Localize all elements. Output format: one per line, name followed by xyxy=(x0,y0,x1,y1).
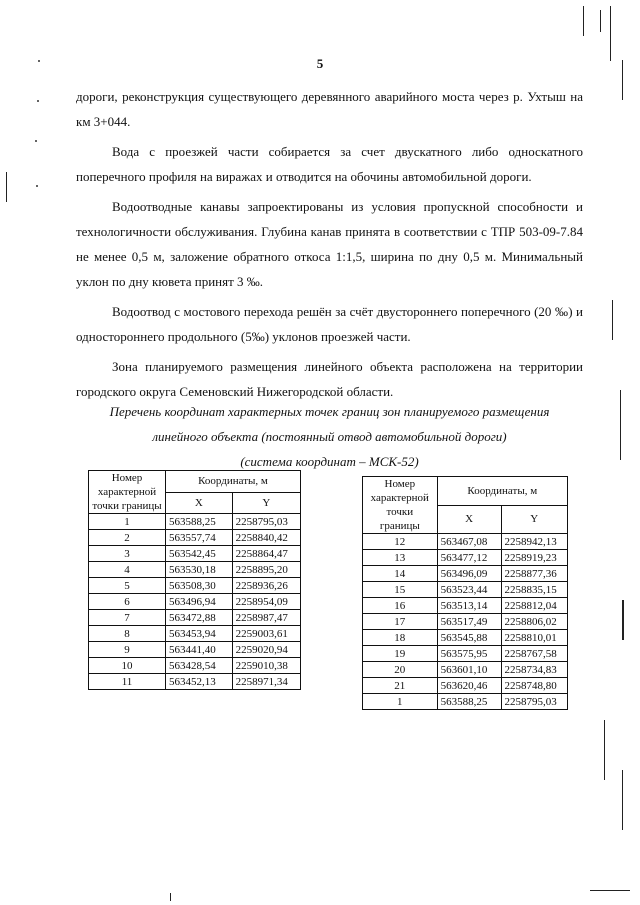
scan-artifact xyxy=(37,100,39,102)
header-y: Y xyxy=(232,492,300,514)
paragraph-3: Водоотводные канавы запроектированы из условия пропускной способности и технологичности обслуживания. Глубина канав принята в соответствии с ТПР 503-09-7.84 не менее 0,5 м, заложение обратного откоса 1:1,5, ширина по дну 0,5 м. Минимальный уклон по дну кювета принят 3 ‰. xyxy=(76,199,583,289)
cell-y: 2258840,42 xyxy=(232,530,300,546)
cell-y: 2258748,80 xyxy=(501,678,568,694)
table-row xyxy=(89,578,301,594)
page-number: 5 xyxy=(316,56,324,71)
cell-x: 563530,18 xyxy=(166,562,233,578)
cell-point: 21 xyxy=(363,678,438,694)
coordinates-table-right xyxy=(362,476,568,710)
caption-line-2: линейного объекта (постоянный отвод автомобильной дороги) xyxy=(152,429,507,444)
cell-y: 2258734,83 xyxy=(501,662,568,678)
paragraph-5: Зона планируемого размещения линейного объекта расположена на территории городского округа Семеновский Нижегородской области. xyxy=(76,359,583,399)
paragraph-4: Водоотвод с мостового перехода решён за счёт двустороннего поперечного (20 ‰) и одностороннего продольного (5‰) уклонов проезжей части. xyxy=(76,304,583,344)
table-row xyxy=(89,530,301,546)
scan-artifact xyxy=(590,890,630,891)
cell-point: 19 xyxy=(363,646,438,662)
table-row xyxy=(89,642,301,658)
table-left-body xyxy=(89,514,301,690)
scan-artifact xyxy=(600,10,601,32)
header-coords: Координаты, м xyxy=(437,477,567,506)
cell-x: 563496,94 xyxy=(166,594,233,610)
table-row xyxy=(89,562,301,578)
cell-y: 2259010,38 xyxy=(232,658,300,674)
table-row xyxy=(363,646,568,662)
table-caption xyxy=(76,399,583,474)
cell-x: 563588,25 xyxy=(166,514,233,530)
cell-point: 20 xyxy=(363,662,438,678)
cell-x: 563545,88 xyxy=(437,630,501,646)
cell-point: 12 xyxy=(363,534,438,550)
cell-x: 563496,09 xyxy=(437,566,501,582)
cell-y: 2258942,13 xyxy=(501,534,568,550)
cell-x: 563588,25 xyxy=(437,694,501,710)
scan-artifact xyxy=(620,390,621,460)
cell-x: 563620,46 xyxy=(437,678,501,694)
cell-point: 6 xyxy=(89,594,166,610)
scan-artifact xyxy=(583,6,584,36)
table-row xyxy=(363,614,568,630)
cell-y: 2259020,94 xyxy=(232,642,300,658)
cell-point: 1 xyxy=(89,514,166,530)
caption-line-3: (система координат – МСК-52) xyxy=(240,454,419,469)
table-row xyxy=(363,630,568,646)
cell-y: 2258877,36 xyxy=(501,566,568,582)
cell-y: 2258812,04 xyxy=(501,598,568,614)
cell-point: 8 xyxy=(89,626,166,642)
scan-artifact xyxy=(612,300,613,340)
cell-point: 2 xyxy=(89,530,166,546)
cell-x: 563508,30 xyxy=(166,578,233,594)
cell-x: 563557,74 xyxy=(166,530,233,546)
paragraph-2: Вода с проезжей части собирается за счет двускатного либо односкатного поперечного профиля на виражах и отводится на обочины автомобильной дороги. xyxy=(76,144,583,184)
header-point: Номер характерной точки границы xyxy=(89,471,166,514)
cell-y: 2258987,47 xyxy=(232,610,300,626)
table-row xyxy=(89,658,301,674)
scan-artifact xyxy=(622,60,623,100)
cell-x: 563542,45 xyxy=(166,546,233,562)
header-coords: Координаты, м xyxy=(166,471,301,493)
cell-x: 563472,88 xyxy=(166,610,233,626)
table-row xyxy=(89,610,301,626)
cell-y: 2258795,03 xyxy=(501,694,568,710)
cell-point: 9 xyxy=(89,642,166,658)
table-row xyxy=(89,594,301,610)
table-row xyxy=(89,546,301,562)
scan-artifact xyxy=(622,770,623,830)
cell-point: 5 xyxy=(89,578,166,594)
table-row xyxy=(363,694,568,710)
cell-point: 18 xyxy=(363,630,438,646)
scan-artifact xyxy=(610,6,611,61)
cell-x: 563467,08 xyxy=(437,534,501,550)
cell-y: 2258971,34 xyxy=(232,674,300,690)
cell-point: 4 xyxy=(89,562,166,578)
cell-y: 2258954,09 xyxy=(232,594,300,610)
cell-x: 563523,44 xyxy=(437,582,501,598)
cell-point: 10 xyxy=(89,658,166,674)
scan-artifact xyxy=(604,720,605,780)
cell-y: 2258895,20 xyxy=(232,562,300,578)
cell-point: 1 xyxy=(363,694,438,710)
table-row xyxy=(363,582,568,598)
cell-x: 563452,13 xyxy=(166,674,233,690)
table-right-body xyxy=(363,534,568,710)
cell-y: 2258936,26 xyxy=(232,578,300,594)
cell-x: 563428,54 xyxy=(166,658,233,674)
table-row xyxy=(363,662,568,678)
scan-artifact xyxy=(36,185,38,187)
cell-point: 16 xyxy=(363,598,438,614)
table-row xyxy=(363,598,568,614)
scan-artifact xyxy=(170,893,171,901)
table-row xyxy=(89,626,301,642)
cell-x: 563453,94 xyxy=(166,626,233,642)
cell-point: 14 xyxy=(363,566,438,582)
header-x: X xyxy=(437,505,501,534)
cell-x: 563575,95 xyxy=(437,646,501,662)
cell-y: 2259003,61 xyxy=(232,626,300,642)
cell-point: 17 xyxy=(363,614,438,630)
cell-x: 563477,12 xyxy=(437,550,501,566)
coordinates-table-left xyxy=(88,470,301,690)
cell-y: 2258795,03 xyxy=(232,514,300,530)
scan-artifact xyxy=(622,600,624,640)
caption-line-1: Перечень координат характерных точек границ зон планируемого размещения xyxy=(109,404,550,419)
table-row xyxy=(363,550,568,566)
paragraph-1: дороги, реконструкция существующего деревянного аварийного моста через р. Ухтыш на км 3+044. xyxy=(76,89,583,129)
scan-artifact xyxy=(6,172,7,202)
scan-artifact xyxy=(35,140,37,142)
cell-point: 13 xyxy=(363,550,438,566)
cell-point: 11 xyxy=(89,674,166,690)
header-y: Y xyxy=(501,505,568,534)
table-row xyxy=(363,534,568,550)
table-row xyxy=(363,678,568,694)
cell-x: 563601,10 xyxy=(437,662,501,678)
header-x: X xyxy=(166,492,233,514)
scan-artifact xyxy=(38,60,40,62)
cell-x: 563517,49 xyxy=(437,614,501,630)
cell-y: 2258810,01 xyxy=(501,630,568,646)
cell-y: 2258864,47 xyxy=(232,546,300,562)
cell-y: 2258835,15 xyxy=(501,582,568,598)
body-text xyxy=(76,84,583,409)
cell-y: 2258806,02 xyxy=(501,614,568,630)
cell-point: 7 xyxy=(89,610,166,626)
cell-x: 563441,40 xyxy=(166,642,233,658)
table-row xyxy=(363,566,568,582)
cell-point: 3 xyxy=(89,546,166,562)
cell-point: 15 xyxy=(363,582,438,598)
table-row xyxy=(89,514,301,530)
cell-y: 2258767,58 xyxy=(501,646,568,662)
header-point: Номер характерной точки границы xyxy=(363,477,438,534)
cell-x: 563513,14 xyxy=(437,598,501,614)
table-row xyxy=(89,674,301,690)
cell-y: 2258919,23 xyxy=(501,550,568,566)
